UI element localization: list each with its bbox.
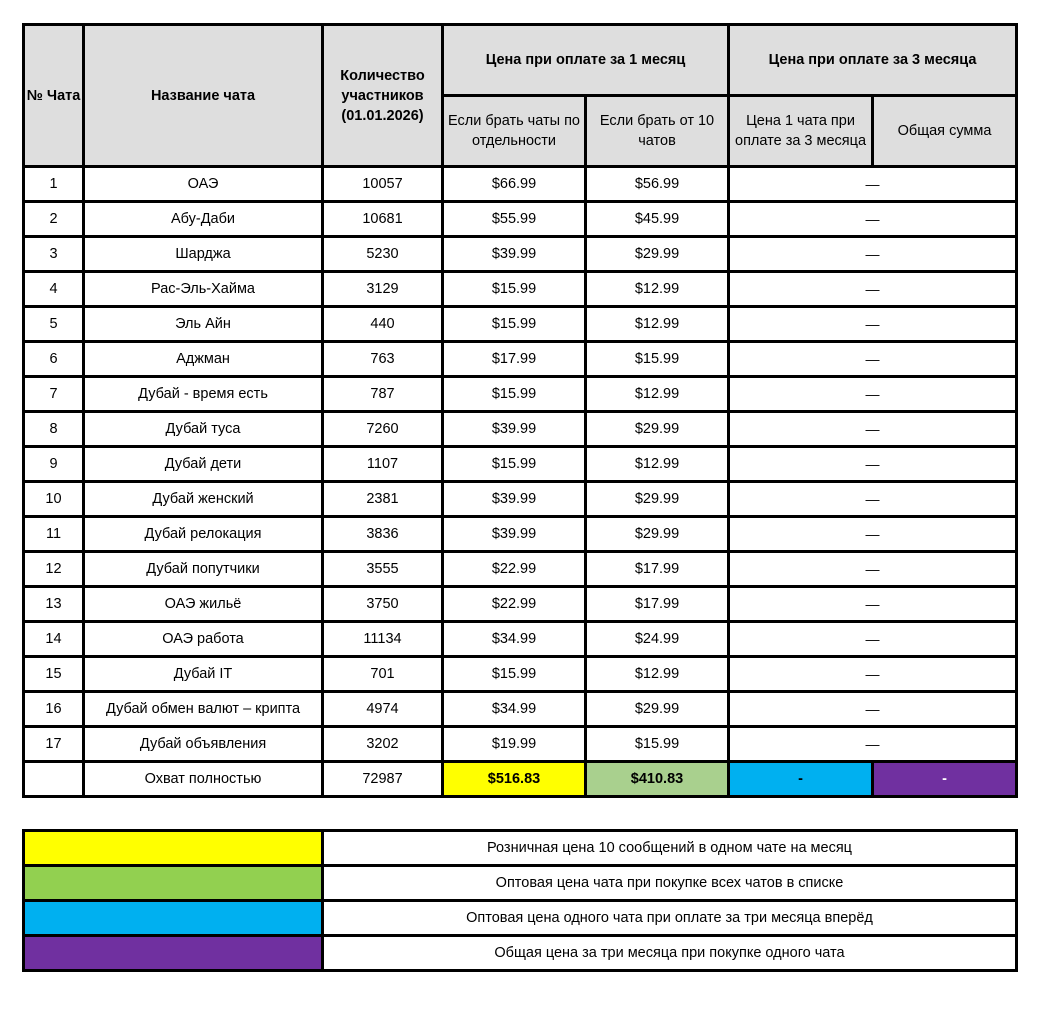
row-number: 17 (24, 727, 84, 762)
three-month-price: — (729, 237, 1017, 272)
row-number: 13 (24, 587, 84, 622)
total-single-price: $516.83 (443, 762, 586, 797)
single-price: $15.99 (443, 272, 586, 307)
header-members: Количество участников (01.01.2026) (323, 25, 443, 167)
bulk-price: $29.99 (586, 482, 729, 517)
chat-name: Рас-Эль-Хайма (84, 272, 323, 307)
single-price: $19.99 (443, 727, 586, 762)
member-count: 2381 (323, 482, 443, 517)
three-month-price: — (729, 692, 1017, 727)
member-count: 763 (323, 342, 443, 377)
legend-row-3m-chat (24, 901, 1017, 936)
bulk-price: $12.99 (586, 377, 729, 412)
member-count: 3836 (323, 517, 443, 552)
total-row (24, 762, 1017, 797)
single-price: $15.99 (443, 307, 586, 342)
member-count: 5230 (323, 237, 443, 272)
row-number: 2 (24, 202, 84, 237)
chat-name: Дубай объявления (84, 727, 323, 762)
chat-name: ОАЭ жильё (84, 587, 323, 622)
table-row (24, 727, 1017, 762)
legend-swatch-purple (24, 936, 323, 971)
header-3m-total: Общая сумма (873, 96, 1017, 167)
table-row (24, 517, 1017, 552)
table-row (24, 307, 1017, 342)
header-bulk-price: Если брать от 10 чатов (586, 96, 729, 167)
three-month-price: — (729, 727, 1017, 762)
table-row (24, 482, 1017, 517)
bulk-price: $15.99 (586, 342, 729, 377)
single-price: $17.99 (443, 342, 586, 377)
member-count: 787 (323, 377, 443, 412)
table-row (24, 622, 1017, 657)
single-price: $22.99 (443, 552, 586, 587)
member-count: 3129 (323, 272, 443, 307)
header-number: № Чата (24, 25, 84, 167)
chat-name: Дубай женский (84, 482, 323, 517)
color-legend (22, 829, 1018, 972)
member-count: 440 (323, 307, 443, 342)
row-number: 15 (24, 657, 84, 692)
member-count: 3750 (323, 587, 443, 622)
pricing-table (22, 23, 1018, 798)
single-price: $34.99 (443, 622, 586, 657)
table-row (24, 412, 1017, 447)
total-3m-total: - (873, 762, 1017, 797)
legend-label: Оптовая цена чата при покупке всех чатов в списке (323, 866, 1017, 901)
row-number: 1 (24, 167, 84, 202)
single-price: $39.99 (443, 482, 586, 517)
three-month-price: — (729, 552, 1017, 587)
legend-row-wholesale (24, 866, 1017, 901)
single-price: $22.99 (443, 587, 586, 622)
total-number (24, 762, 84, 797)
bulk-price: $56.99 (586, 167, 729, 202)
row-number: 8 (24, 412, 84, 447)
row-number: 6 (24, 342, 84, 377)
single-price: $55.99 (443, 202, 586, 237)
bulk-price: $29.99 (586, 412, 729, 447)
table-row (24, 657, 1017, 692)
three-month-price: — (729, 482, 1017, 517)
bulk-price: $17.99 (586, 587, 729, 622)
single-price: $15.99 (443, 447, 586, 482)
bulk-price: $29.99 (586, 237, 729, 272)
bulk-price: $29.99 (586, 692, 729, 727)
table-row (24, 587, 1017, 622)
single-price: $34.99 (443, 692, 586, 727)
member-count: 1107 (323, 447, 443, 482)
single-price: $39.99 (443, 412, 586, 447)
header-chat-name: Название чата (84, 25, 323, 167)
member-count: 10057 (323, 167, 443, 202)
chat-name: ОАЭ (84, 167, 323, 202)
chat-name: Дубай IT (84, 657, 323, 692)
single-price: $39.99 (443, 237, 586, 272)
table-row (24, 447, 1017, 482)
table-row (24, 552, 1017, 587)
three-month-price: — (729, 342, 1017, 377)
row-number: 4 (24, 272, 84, 307)
member-count: 3202 (323, 727, 443, 762)
chat-name: Дубай обмен валют – крипта (84, 692, 323, 727)
single-price: $66.99 (443, 167, 586, 202)
table-row (24, 342, 1017, 377)
bulk-price: $12.99 (586, 447, 729, 482)
row-number: 16 (24, 692, 84, 727)
row-number: 9 (24, 447, 84, 482)
bulk-price: $45.99 (586, 202, 729, 237)
header-price-1-month: Цена при оплате за 1 месяц (443, 25, 729, 96)
chat-name: Дубай попутчики (84, 552, 323, 587)
three-month-price: — (729, 307, 1017, 342)
row-number: 7 (24, 377, 84, 412)
header-3m-chat-price: Цена 1 чата при оплате за 3 месяца (729, 96, 873, 167)
legend-row-retail (24, 831, 1017, 866)
chat-name: Дубай - время есть (84, 377, 323, 412)
legend-row-3m-total (24, 936, 1017, 971)
chat-name: Дубай релокация (84, 517, 323, 552)
row-number: 10 (24, 482, 84, 517)
header-single-price: Если брать чаты по отдельности (443, 96, 586, 167)
legend-swatch-green (24, 866, 323, 901)
single-price: $15.99 (443, 657, 586, 692)
three-month-price: — (729, 377, 1017, 412)
bulk-price: $12.99 (586, 307, 729, 342)
three-month-price: — (729, 167, 1017, 202)
legend-swatch-yellow (24, 831, 323, 866)
row-number: 11 (24, 517, 84, 552)
bulk-price: $24.99 (586, 622, 729, 657)
three-month-price: — (729, 587, 1017, 622)
three-month-price: — (729, 447, 1017, 482)
three-month-price: — (729, 412, 1017, 447)
bulk-price: $12.99 (586, 272, 729, 307)
three-month-price: — (729, 202, 1017, 237)
member-count: 11134 (323, 622, 443, 657)
chat-name: Дубай туса (84, 412, 323, 447)
three-month-price: — (729, 657, 1017, 692)
chat-name: Абу-Даби (84, 202, 323, 237)
table-row (24, 377, 1017, 412)
header-price-3-months: Цена при оплате за 3 месяца (729, 25, 1017, 96)
row-number: 3 (24, 237, 84, 272)
chat-name: ОАЭ работа (84, 622, 323, 657)
total-members: 72987 (323, 762, 443, 797)
chat-name: Аджман (84, 342, 323, 377)
total-bulk-price: $410.83 (586, 762, 729, 797)
member-count: 4974 (323, 692, 443, 727)
table-row (24, 202, 1017, 237)
member-count: 3555 (323, 552, 443, 587)
bulk-price: $12.99 (586, 657, 729, 692)
legend-label: Розничная цена 10 сообщений в одном чате на месяц (323, 831, 1017, 866)
legend-label: Оптовая цена одного чата при оплате за три месяца вперёд (323, 901, 1017, 936)
chat-name: Дубай дети (84, 447, 323, 482)
chat-name: Шарджа (84, 237, 323, 272)
three-month-price: — (729, 517, 1017, 552)
table-row (24, 167, 1017, 202)
row-number: 5 (24, 307, 84, 342)
bulk-price: $29.99 (586, 517, 729, 552)
row-number: 14 (24, 622, 84, 657)
member-count: 701 (323, 657, 443, 692)
member-count: 10681 (323, 202, 443, 237)
single-price: $15.99 (443, 377, 586, 412)
table-body (24, 167, 1017, 762)
total-label: Охват полностью (84, 762, 323, 797)
three-month-price: — (729, 622, 1017, 657)
total-3m-chat-price: - (729, 762, 873, 797)
chat-name: Эль Айн (84, 307, 323, 342)
table-row (24, 692, 1017, 727)
member-count: 7260 (323, 412, 443, 447)
legend-swatch-blue (24, 901, 323, 936)
table-row (24, 272, 1017, 307)
bulk-price: $15.99 (586, 727, 729, 762)
row-number: 12 (24, 552, 84, 587)
bulk-price: $17.99 (586, 552, 729, 587)
single-price: $39.99 (443, 517, 586, 552)
table-row (24, 237, 1017, 272)
three-month-price: — (729, 272, 1017, 307)
legend-label: Общая цена за три месяца при покупке одного чата (323, 936, 1017, 971)
